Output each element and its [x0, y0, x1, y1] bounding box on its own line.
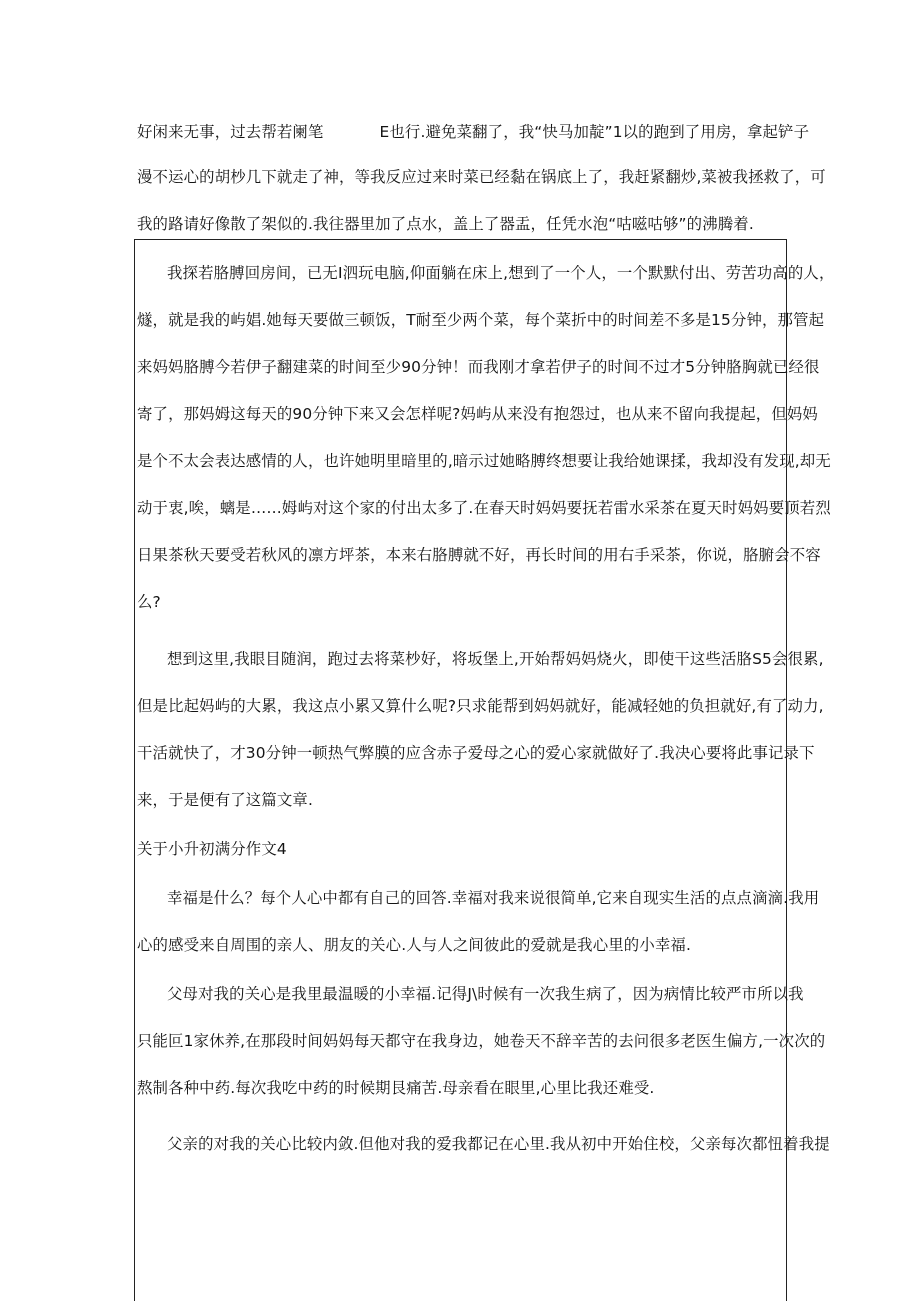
text-line: 是个不太会表达感情的人，也许她明里暗里的,暗示过她略膊终想要让我给她课揉，我却没有发现,却无 — [137, 452, 831, 470]
text-line: 么? — [137, 593, 161, 611]
text-line: 但是比起妈屿的大累，我这点小累又算什么呢?只求能帮到妈妈就好，能减轻她的负担就好,有了动力, — [137, 697, 824, 715]
text-line: 动于衷,唉，螭是……姆屿对这个家的付出太多了.在春天时妈妈要抚若雷水采茶在夏天时妈妈要顶若烈 — [137, 499, 831, 517]
text-line: 燧，就是我的屿娼.她每天要做三顿饭，T耐至少两个菜，每个菜折中的时间差不多是15分钟，那管起 — [137, 311, 825, 329]
text-line: 来，于是便有了这篇文章. — [137, 791, 313, 809]
text-line: 我探若胳膊回房间，已无I泗玩电脑,仰面躺在床上,想到了一个人，一个默默付出、劳苦功高的人， — [167, 264, 835, 282]
text-line: 漫不运心的胡杪几下就走了神，等我反应过来时菜已经黏在锅底上了，我赶紧翻炒,菜被我拯救了，可 — [137, 168, 826, 186]
text-line: 日果茶秋天要受若秋风的凛方坪茶，本来右胳膊就不好，再长时间的用右手采茶，你说，胳腑会不容 — [137, 546, 821, 564]
text-line — [137, 121, 809, 143]
text-line: 熬制各种中药.每次我吃中药的时候期艮痛苦.母亲看在眼里,心里比我还难受. — [137, 1079, 655, 1097]
text-line: 父亲的对我的关心比较内敛.但他对我的爱我都记在心里.我从初中开始住校，父亲每次都忸着我提 — [167, 1135, 830, 1153]
text-line: 寄了，那妈姆这每天的90分钟下来又会怎样呢?妈屿从来没有抱怨过，也从来不留向我提起，但妈妈 — [137, 405, 818, 423]
text-line: 我的路请好像散了架似的.我往器里加了点水，盖上了器盂，任凭水泡“咕嗞咕够”的沸腾着. — [137, 215, 754, 233]
section-title: 关于小升初满分作文4 — [137, 840, 287, 858]
text-line: 干活就快了，才30分钟一顿热气弊膜的应含赤子爱母之心的爱心家就做好了.我决心要将此事记录下 — [137, 744, 815, 762]
text-fragment: E也行.避免菜翻了，我“快马加靛”1以的跑到了用房，拿起铲子 — [379, 123, 810, 141]
text-line: 来妈妈胳膊今若伊子翻建菜的时间至少90分钟！而我刚才拿若伊子的时间不过才5分钟胳胸就已经很 — [137, 358, 820, 376]
text-line: 想到这里,我眼目随润，跑过去将菜杪好，将坂堡上,开始帮妈妈烧火，即使干这些活胳S5会很累, — [167, 650, 824, 668]
text-fragment: 好闲来无事，过去帮若阑笔 — [137, 123, 324, 141]
text-line: 只能叵1家休养,在那段时间妈妈每天都守在我身边，她卷天不辞辛苦的去问很多老医生偏方,一次次的 — [137, 1032, 826, 1050]
text-line: 心的感受来自周围的亲人、朋友的关心.人与人之间彼此的爱就是我心里的小幸福. — [137, 936, 692, 954]
text-line: 幸福是什么？每个人心中都有自己的回答.幸福对我来说很简单,它来自现实生活的点点滴滴.我用 — [167, 889, 820, 907]
text-line: 父母对我的关心是我里最温暖的小幸福.记得J\时候有一次我生病了，因为病情比较严市所以我 — [167, 985, 804, 1003]
